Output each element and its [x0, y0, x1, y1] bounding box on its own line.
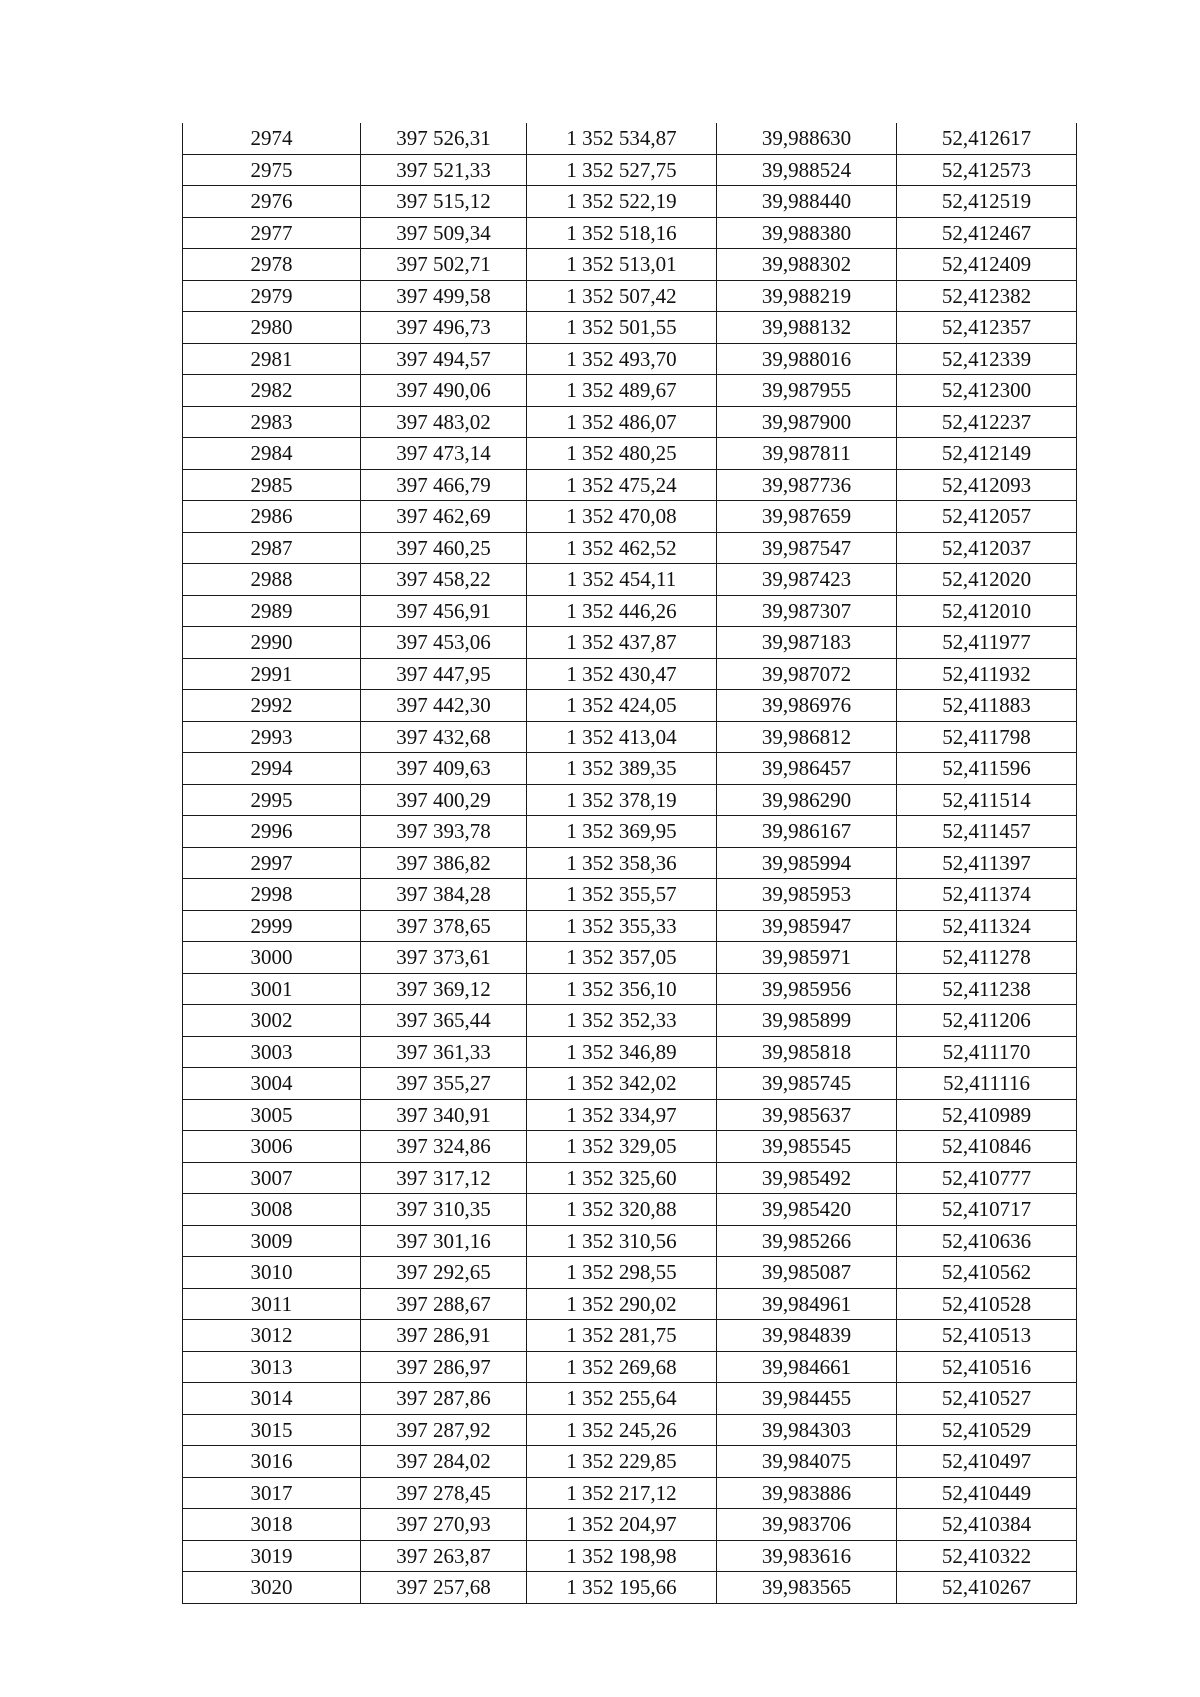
longitude-cell: 39,987072 — [717, 658, 897, 690]
latitude-cell: 52,411883 — [897, 690, 1077, 722]
y-coordinate-cell: 1 352 413,04 — [527, 721, 717, 753]
point-number-cell: 3001 — [183, 973, 361, 1005]
longitude-cell: 39,986290 — [717, 784, 897, 816]
point-number-cell: 2997 — [183, 847, 361, 879]
table-row — [183, 1288, 1077, 1320]
longitude-cell: 39,988630 — [717, 123, 897, 154]
longitude-cell: 39,985637 — [717, 1099, 897, 1131]
latitude-cell: 52,411596 — [897, 753, 1077, 785]
table-row — [183, 973, 1077, 1005]
latitude-cell: 52,412519 — [897, 186, 1077, 218]
x-coordinate-cell: 397 509,34 — [361, 217, 527, 249]
y-coordinate-cell: 1 352 486,07 — [527, 406, 717, 438]
x-coordinate-cell: 397 502,71 — [361, 249, 527, 281]
longitude-cell: 39,984661 — [717, 1351, 897, 1383]
point-number-cell: 3006 — [183, 1131, 361, 1163]
longitude-cell: 39,988440 — [717, 186, 897, 218]
latitude-cell: 52,410846 — [897, 1131, 1077, 1163]
latitude-cell: 52,411397 — [897, 847, 1077, 879]
table-row — [183, 1509, 1077, 1541]
y-coordinate-cell: 1 352 518,16 — [527, 217, 717, 249]
latitude-cell: 52,410562 — [897, 1257, 1077, 1289]
latitude-cell: 52,411932 — [897, 658, 1077, 690]
x-coordinate-cell: 397 384,28 — [361, 879, 527, 911]
y-coordinate-cell: 1 352 342,02 — [527, 1068, 717, 1100]
latitude-cell: 52,410513 — [897, 1320, 1077, 1352]
latitude-cell: 52,411374 — [897, 879, 1077, 911]
longitude-cell: 39,985947 — [717, 910, 897, 942]
table-row — [183, 690, 1077, 722]
x-coordinate-cell: 397 432,68 — [361, 721, 527, 753]
point-number-cell: 3018 — [183, 1509, 361, 1541]
longitude-cell: 39,987900 — [717, 406, 897, 438]
point-number-cell: 2981 — [183, 343, 361, 375]
point-number-cell: 2994 — [183, 753, 361, 785]
latitude-cell: 52,412057 — [897, 501, 1077, 533]
table-row — [183, 1131, 1077, 1163]
point-number-cell: 2982 — [183, 375, 361, 407]
x-coordinate-cell: 397 466,79 — [361, 469, 527, 501]
y-coordinate-cell: 1 352 358,36 — [527, 847, 717, 879]
table-row — [183, 532, 1077, 564]
latitude-cell: 52,411324 — [897, 910, 1077, 942]
longitude-cell: 39,985087 — [717, 1257, 897, 1289]
y-coordinate-cell: 1 352 437,87 — [527, 627, 717, 659]
point-number-cell: 3014 — [183, 1383, 361, 1415]
y-coordinate-cell: 1 352 522,19 — [527, 186, 717, 218]
longitude-cell: 39,984303 — [717, 1414, 897, 1446]
point-number-cell: 2990 — [183, 627, 361, 659]
x-coordinate-cell: 397 257,68 — [361, 1572, 527, 1604]
longitude-cell: 39,985953 — [717, 879, 897, 911]
point-number-cell: 2983 — [183, 406, 361, 438]
latitude-cell: 52,410636 — [897, 1225, 1077, 1257]
longitude-cell: 39,988302 — [717, 249, 897, 281]
table-row — [183, 1099, 1077, 1131]
longitude-cell: 39,988524 — [717, 154, 897, 186]
x-coordinate-cell: 397 292,65 — [361, 1257, 527, 1289]
point-number-cell: 2995 — [183, 784, 361, 816]
table-row — [183, 406, 1077, 438]
y-coordinate-cell: 1 352 507,42 — [527, 280, 717, 312]
latitude-cell: 52,412037 — [897, 532, 1077, 564]
point-number-cell: 2993 — [183, 721, 361, 753]
latitude-cell: 52,412237 — [897, 406, 1077, 438]
table-row — [183, 658, 1077, 690]
latitude-cell: 52,410528 — [897, 1288, 1077, 1320]
y-coordinate-cell: 1 352 334,97 — [527, 1099, 717, 1131]
longitude-cell: 39,987307 — [717, 595, 897, 627]
longitude-cell: 39,985971 — [717, 942, 897, 974]
table-row — [183, 1068, 1077, 1100]
x-coordinate-cell: 397 324,86 — [361, 1131, 527, 1163]
longitude-cell: 39,988132 — [717, 312, 897, 344]
latitude-cell: 52,412339 — [897, 343, 1077, 375]
y-coordinate-cell: 1 352 352,33 — [527, 1005, 717, 1037]
longitude-cell: 39,985745 — [717, 1068, 897, 1100]
latitude-cell: 52,412300 — [897, 375, 1077, 407]
y-coordinate-cell: 1 352 269,68 — [527, 1351, 717, 1383]
x-coordinate-cell: 397 460,25 — [361, 532, 527, 564]
x-coordinate-cell: 397 365,44 — [361, 1005, 527, 1037]
longitude-cell: 39,986167 — [717, 816, 897, 848]
longitude-cell: 39,987736 — [717, 469, 897, 501]
point-number-cell: 2998 — [183, 879, 361, 911]
x-coordinate-cell: 397 456,91 — [361, 595, 527, 627]
table-row — [183, 1572, 1077, 1604]
x-coordinate-cell: 397 278,45 — [361, 1477, 527, 1509]
x-coordinate-cell: 397 526,31 — [361, 123, 527, 154]
latitude-cell: 52,410717 — [897, 1194, 1077, 1226]
y-coordinate-cell: 1 352 255,64 — [527, 1383, 717, 1415]
longitude-cell: 39,988016 — [717, 343, 897, 375]
point-number-cell: 3017 — [183, 1477, 361, 1509]
table-row — [183, 375, 1077, 407]
longitude-cell: 39,984075 — [717, 1446, 897, 1478]
point-number-cell: 2984 — [183, 438, 361, 470]
point-number-cell: 3010 — [183, 1257, 361, 1289]
y-coordinate-cell: 1 352 355,57 — [527, 879, 717, 911]
table-row — [183, 1477, 1077, 1509]
latitude-cell: 52,411116 — [897, 1068, 1077, 1100]
table-row — [183, 123, 1077, 154]
x-coordinate-cell: 397 373,61 — [361, 942, 527, 974]
longitude-cell: 39,983706 — [717, 1509, 897, 1541]
longitude-cell: 39,987547 — [717, 532, 897, 564]
y-coordinate-cell: 1 352 310,56 — [527, 1225, 717, 1257]
x-coordinate-cell: 397 301,16 — [361, 1225, 527, 1257]
y-coordinate-cell: 1 352 290,02 — [527, 1288, 717, 1320]
point-number-cell: 3007 — [183, 1162, 361, 1194]
longitude-cell: 39,984961 — [717, 1288, 897, 1320]
table-row — [183, 816, 1077, 848]
y-coordinate-cell: 1 352 378,19 — [527, 784, 717, 816]
latitude-cell: 52,410777 — [897, 1162, 1077, 1194]
x-coordinate-cell: 397 473,14 — [361, 438, 527, 470]
coordinates-table — [182, 123, 1077, 1604]
y-coordinate-cell: 1 352 470,08 — [527, 501, 717, 533]
point-number-cell: 3005 — [183, 1099, 361, 1131]
longitude-cell: 39,986812 — [717, 721, 897, 753]
table-row — [183, 942, 1077, 974]
y-coordinate-cell: 1 352 527,75 — [527, 154, 717, 186]
y-coordinate-cell: 1 352 346,89 — [527, 1036, 717, 1068]
table-row — [183, 249, 1077, 281]
x-coordinate-cell: 397 462,69 — [361, 501, 527, 533]
longitude-cell: 39,987659 — [717, 501, 897, 533]
x-coordinate-cell: 397 361,33 — [361, 1036, 527, 1068]
y-coordinate-cell: 1 352 204,97 — [527, 1509, 717, 1541]
latitude-cell: 52,410497 — [897, 1446, 1077, 1478]
longitude-cell: 39,986976 — [717, 690, 897, 722]
y-coordinate-cell: 1 352 298,55 — [527, 1257, 717, 1289]
x-coordinate-cell: 397 369,12 — [361, 973, 527, 1005]
latitude-cell: 52,410529 — [897, 1414, 1077, 1446]
point-number-cell: 3011 — [183, 1288, 361, 1320]
latitude-cell: 52,412093 — [897, 469, 1077, 501]
table-row — [183, 1194, 1077, 1226]
point-number-cell: 2979 — [183, 280, 361, 312]
point-number-cell: 3020 — [183, 1572, 361, 1604]
table-row — [183, 217, 1077, 249]
point-number-cell: 3008 — [183, 1194, 361, 1226]
point-number-cell: 2978 — [183, 249, 361, 281]
longitude-cell: 39,983886 — [717, 1477, 897, 1509]
longitude-cell: 39,984839 — [717, 1320, 897, 1352]
point-number-cell: 2986 — [183, 501, 361, 533]
y-coordinate-cell: 1 352 389,35 — [527, 753, 717, 785]
point-number-cell: 2976 — [183, 186, 361, 218]
latitude-cell: 52,410527 — [897, 1383, 1077, 1415]
table-row — [183, 847, 1077, 879]
y-coordinate-cell: 1 352 475,24 — [527, 469, 717, 501]
latitude-cell: 52,411977 — [897, 627, 1077, 659]
point-number-cell: 2989 — [183, 595, 361, 627]
longitude-cell: 39,987183 — [717, 627, 897, 659]
x-coordinate-cell: 397 310,35 — [361, 1194, 527, 1226]
point-number-cell: 2987 — [183, 532, 361, 564]
coordinates-table-body — [183, 123, 1077, 1603]
longitude-cell: 39,985956 — [717, 973, 897, 1005]
x-coordinate-cell: 397 340,91 — [361, 1099, 527, 1131]
point-number-cell: 3019 — [183, 1540, 361, 1572]
x-coordinate-cell: 397 453,06 — [361, 627, 527, 659]
latitude-cell: 52,411206 — [897, 1005, 1077, 1037]
point-number-cell: 2985 — [183, 469, 361, 501]
x-coordinate-cell: 397 483,02 — [361, 406, 527, 438]
table-row — [183, 753, 1077, 785]
table-row — [183, 721, 1077, 753]
table-row — [183, 595, 1077, 627]
y-coordinate-cell: 1 352 513,01 — [527, 249, 717, 281]
x-coordinate-cell: 397 400,29 — [361, 784, 527, 816]
table-row — [183, 1446, 1077, 1478]
x-coordinate-cell: 397 496,73 — [361, 312, 527, 344]
longitude-cell: 39,988380 — [717, 217, 897, 249]
table-row — [183, 1383, 1077, 1415]
point-number-cell: 2991 — [183, 658, 361, 690]
y-coordinate-cell: 1 352 501,55 — [527, 312, 717, 344]
point-number-cell: 2980 — [183, 312, 361, 344]
x-coordinate-cell: 397 286,97 — [361, 1351, 527, 1383]
latitude-cell: 52,410384 — [897, 1509, 1077, 1541]
table-row — [183, 1005, 1077, 1037]
point-number-cell: 2977 — [183, 217, 361, 249]
y-coordinate-cell: 1 352 320,88 — [527, 1194, 717, 1226]
table-row — [183, 280, 1077, 312]
latitude-cell: 52,412382 — [897, 280, 1077, 312]
table-row — [183, 438, 1077, 470]
longitude-cell: 39,984455 — [717, 1383, 897, 1415]
longitude-cell: 39,987955 — [717, 375, 897, 407]
y-coordinate-cell: 1 352 534,87 — [527, 123, 717, 154]
longitude-cell: 39,985899 — [717, 1005, 897, 1037]
y-coordinate-cell: 1 352 462,52 — [527, 532, 717, 564]
longitude-cell: 39,987811 — [717, 438, 897, 470]
y-coordinate-cell: 1 352 357,05 — [527, 942, 717, 974]
x-coordinate-cell: 397 263,87 — [361, 1540, 527, 1572]
x-coordinate-cell: 397 442,30 — [361, 690, 527, 722]
y-coordinate-cell: 1 352 480,25 — [527, 438, 717, 470]
point-number-cell: 3002 — [183, 1005, 361, 1037]
point-number-cell: 3000 — [183, 942, 361, 974]
table-row — [183, 343, 1077, 375]
table-row — [183, 186, 1077, 218]
table-row — [183, 784, 1077, 816]
y-coordinate-cell: 1 352 489,67 — [527, 375, 717, 407]
x-coordinate-cell: 397 494,57 — [361, 343, 527, 375]
table-row — [183, 1036, 1077, 1068]
latitude-cell: 52,410322 — [897, 1540, 1077, 1572]
table-row — [183, 1540, 1077, 1572]
point-number-cell: 2975 — [183, 154, 361, 186]
x-coordinate-cell: 397 270,93 — [361, 1509, 527, 1541]
point-number-cell: 3012 — [183, 1320, 361, 1352]
latitude-cell: 52,411170 — [897, 1036, 1077, 1068]
y-coordinate-cell: 1 352 454,11 — [527, 564, 717, 596]
x-coordinate-cell: 397 317,12 — [361, 1162, 527, 1194]
longitude-cell: 39,983616 — [717, 1540, 897, 1572]
table-row — [183, 1351, 1077, 1383]
y-coordinate-cell: 1 352 229,85 — [527, 1446, 717, 1478]
longitude-cell: 39,985818 — [717, 1036, 897, 1068]
latitude-cell: 52,411457 — [897, 816, 1077, 848]
point-number-cell: 2992 — [183, 690, 361, 722]
point-number-cell: 3009 — [183, 1225, 361, 1257]
y-coordinate-cell: 1 352 198,98 — [527, 1540, 717, 1572]
table-row — [183, 1225, 1077, 1257]
table-row — [183, 910, 1077, 942]
x-coordinate-cell: 397 355,27 — [361, 1068, 527, 1100]
longitude-cell: 39,986457 — [717, 753, 897, 785]
y-coordinate-cell: 1 352 195,66 — [527, 1572, 717, 1604]
latitude-cell: 52,411278 — [897, 942, 1077, 974]
x-coordinate-cell: 397 515,12 — [361, 186, 527, 218]
latitude-cell: 52,411514 — [897, 784, 1077, 816]
x-coordinate-cell: 397 447,95 — [361, 658, 527, 690]
point-number-cell: 3016 — [183, 1446, 361, 1478]
table-row — [183, 1162, 1077, 1194]
y-coordinate-cell: 1 352 281,75 — [527, 1320, 717, 1352]
latitude-cell: 52,411798 — [897, 721, 1077, 753]
point-number-cell: 3013 — [183, 1351, 361, 1383]
y-coordinate-cell: 1 352 245,26 — [527, 1414, 717, 1446]
table-row — [183, 879, 1077, 911]
x-coordinate-cell: 397 284,02 — [361, 1446, 527, 1478]
y-coordinate-cell: 1 352 424,05 — [527, 690, 717, 722]
x-coordinate-cell: 397 490,06 — [361, 375, 527, 407]
latitude-cell: 52,410989 — [897, 1099, 1077, 1131]
latitude-cell: 52,412149 — [897, 438, 1077, 470]
x-coordinate-cell: 397 288,67 — [361, 1288, 527, 1320]
longitude-cell: 39,985420 — [717, 1194, 897, 1226]
longitude-cell: 39,985994 — [717, 847, 897, 879]
longitude-cell: 39,985545 — [717, 1131, 897, 1163]
x-coordinate-cell: 397 409,63 — [361, 753, 527, 785]
point-number-cell: 2974 — [183, 123, 361, 154]
latitude-cell: 52,410449 — [897, 1477, 1077, 1509]
y-coordinate-cell: 1 352 430,47 — [527, 658, 717, 690]
point-number-cell: 3015 — [183, 1414, 361, 1446]
x-coordinate-cell: 397 287,86 — [361, 1383, 527, 1415]
latitude-cell: 52,412357 — [897, 312, 1077, 344]
longitude-cell: 39,987423 — [717, 564, 897, 596]
x-coordinate-cell: 397 286,91 — [361, 1320, 527, 1352]
x-coordinate-cell: 397 393,78 — [361, 816, 527, 848]
longitude-cell: 39,985266 — [717, 1225, 897, 1257]
longitude-cell: 39,988219 — [717, 280, 897, 312]
point-number-cell: 2999 — [183, 910, 361, 942]
y-coordinate-cell: 1 352 356,10 — [527, 973, 717, 1005]
table-row — [183, 469, 1077, 501]
latitude-cell: 52,412573 — [897, 154, 1077, 186]
latitude-cell: 52,410267 — [897, 1572, 1077, 1604]
y-coordinate-cell: 1 352 446,26 — [527, 595, 717, 627]
point-number-cell: 3004 — [183, 1068, 361, 1100]
latitude-cell: 52,411238 — [897, 973, 1077, 1005]
x-coordinate-cell: 397 287,92 — [361, 1414, 527, 1446]
point-number-cell: 3003 — [183, 1036, 361, 1068]
latitude-cell: 52,412409 — [897, 249, 1077, 281]
x-coordinate-cell: 397 499,58 — [361, 280, 527, 312]
latitude-cell: 52,412010 — [897, 595, 1077, 627]
y-coordinate-cell: 1 352 217,12 — [527, 1477, 717, 1509]
y-coordinate-cell: 1 352 355,33 — [527, 910, 717, 942]
latitude-cell: 52,412020 — [897, 564, 1077, 596]
y-coordinate-cell: 1 352 369,95 — [527, 816, 717, 848]
x-coordinate-cell: 397 521,33 — [361, 154, 527, 186]
x-coordinate-cell: 397 458,22 — [361, 564, 527, 596]
longitude-cell: 39,985492 — [717, 1162, 897, 1194]
table-row — [183, 627, 1077, 659]
latitude-cell: 52,410516 — [897, 1351, 1077, 1383]
y-coordinate-cell: 1 352 325,60 — [527, 1162, 717, 1194]
latitude-cell: 52,412617 — [897, 123, 1077, 154]
point-number-cell: 2996 — [183, 816, 361, 848]
table-row — [183, 154, 1077, 186]
point-number-cell: 2988 — [183, 564, 361, 596]
x-coordinate-cell: 397 386,82 — [361, 847, 527, 879]
latitude-cell: 52,412467 — [897, 217, 1077, 249]
table-row — [183, 1414, 1077, 1446]
longitude-cell: 39,983565 — [717, 1572, 897, 1604]
table-row — [183, 501, 1077, 533]
table-row — [183, 312, 1077, 344]
table-row — [183, 1257, 1077, 1289]
table-row — [183, 564, 1077, 596]
y-coordinate-cell: 1 352 493,70 — [527, 343, 717, 375]
y-coordinate-cell: 1 352 329,05 — [527, 1131, 717, 1163]
x-coordinate-cell: 397 378,65 — [361, 910, 527, 942]
table-row — [183, 1320, 1077, 1352]
